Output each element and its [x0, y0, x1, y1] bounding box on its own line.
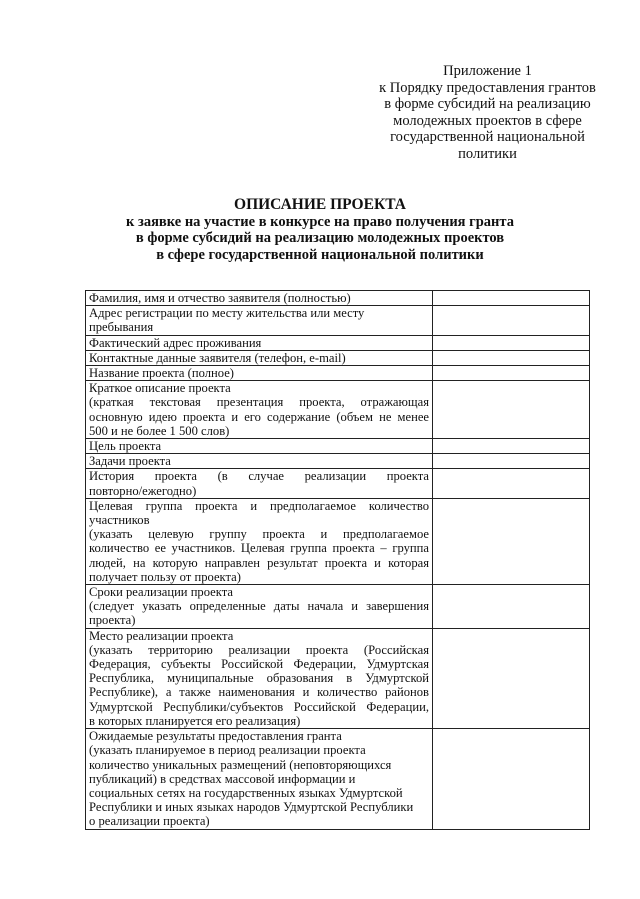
row-label: [86, 454, 433, 469]
table-row: [86, 585, 590, 629]
row-label-line: в которых планируется его реализация): [89, 713, 301, 728]
row-label-line: (следует указать определенные даты начала и завершения: [89, 599, 429, 614]
appendix-line: в форме субсидий на реализацию: [384, 96, 591, 113]
row-label-line: о реализации проекта): [89, 814, 210, 829]
table-row: [86, 306, 590, 335]
appendix-note: [355, 63, 620, 163]
row-label-line: людей, на которую направлен результат проекта и которая: [89, 555, 429, 570]
row-label-line: Сроки реализации проекта: [89, 585, 233, 600]
row-label: [86, 439, 433, 454]
row-label-line: Фамилия, имя и отчество заявителя (полностью): [89, 291, 351, 305]
table-row: [86, 381, 590, 439]
table-row: [86, 729, 590, 829]
row-label-line: (указать целевую группу проекта и предполагаемое: [89, 527, 429, 542]
row-label-line: пребывания: [89, 320, 154, 335]
row-label-line: количество ее участников. Целевая группа проекта – группа: [89, 541, 429, 556]
row-value-field[interactable]: [433, 585, 590, 629]
row-label-line: Название проекта (полное): [89, 366, 234, 381]
row-value-field[interactable]: [433, 454, 590, 469]
row-label: [86, 469, 433, 498]
row-value-field[interactable]: [433, 381, 590, 439]
appendix-line: государственной национальной: [390, 129, 585, 146]
table-row: [86, 291, 590, 306]
row-label-line: основную идею проекта и его содержание (объем не менее: [89, 409, 429, 424]
row-value-field[interactable]: [433, 729, 590, 829]
table-row: [86, 498, 590, 584]
row-value-field[interactable]: [433, 350, 590, 365]
row-label: [86, 350, 433, 365]
appendix-line: Приложение 1: [443, 63, 532, 79]
row-label-line: Краткое описание проекта: [89, 381, 231, 396]
table-row: [86, 439, 590, 454]
table-row: [86, 454, 590, 469]
row-label-line: Контактные данные заявителя (телефон, e-mail): [89, 350, 346, 365]
row-label: [86, 628, 433, 728]
title-main: ОПИСАНИЕ ПРОЕКТА: [234, 196, 406, 213]
row-value-field[interactable]: [433, 306, 590, 335]
row-label: [86, 585, 433, 629]
row-label-line: Задачи проекта: [89, 454, 171, 469]
row-value-field[interactable]: [433, 628, 590, 728]
row-label-line: количество уникальных размещений (неповторяющихся: [89, 757, 392, 772]
project-description-table: [85, 290, 590, 830]
table-row: [86, 335, 590, 350]
row-label: [86, 306, 433, 335]
title-sub-line: в сфере государственной национальной политики: [156, 246, 484, 263]
table-row: [86, 350, 590, 365]
row-label: [86, 729, 433, 829]
row-label-line: (указать территорию реализации проекта (Российская: [89, 642, 429, 657]
row-label: [86, 498, 433, 584]
row-value-field[interactable]: [433, 335, 590, 350]
document-title: [70, 196, 570, 263]
row-label-line: (указать планируемое в период реализации проекта: [89, 743, 366, 758]
row-label-line: 500 и не более 1 500 слов): [89, 423, 230, 438]
row-label-line: проекта): [89, 613, 136, 628]
row-label-line: История проекта (в случае реализации проекта: [89, 469, 429, 484]
row-label-line: публикаций) в средствах массовой информации и: [89, 771, 356, 786]
row-value-field[interactable]: [433, 439, 590, 454]
row-label-line: Республики и иных языках народов Удмуртской Республики: [89, 800, 414, 815]
row-label-line: социальных сетях на государственных языках Удмуртской: [89, 785, 403, 800]
row-label-line: Адрес регистрации по месту жительства или месту: [89, 306, 365, 321]
row-label-line: Фактический адрес проживания: [89, 335, 262, 350]
row-label-line: Республике), а также наименования и количество районов: [89, 685, 429, 700]
row-value-field[interactable]: [433, 498, 590, 584]
row-label: [86, 335, 433, 350]
table-row: [86, 366, 590, 381]
row-label-line: Республика, муниципальные образования в Удмуртской: [89, 671, 429, 686]
row-label-line: (краткая текстовая презентация проекта, отражающая: [89, 395, 429, 410]
appendix-line: к Порядку предоставления грантов: [379, 79, 596, 96]
row-label: [86, 381, 433, 439]
row-label-line: Ожидаемые результаты предоставления гранта: [89, 729, 342, 744]
row-label-line: Удмуртской Республики/субъектов Российской Федерации,: [89, 699, 429, 714]
row-label-line: Целевая группа проекта и предполагаемое количество: [89, 498, 429, 513]
row-label-line: повторно/ежегодно): [89, 483, 197, 498]
row-label: [86, 291, 433, 306]
row-value-field[interactable]: [433, 291, 590, 306]
row-label-line: Место реализации проекта: [89, 628, 234, 643]
title-sub-line: в форме субсидий на реализацию молодежных проектов: [135, 230, 505, 247]
row-value-field[interactable]: [433, 469, 590, 498]
row-label-line: участников: [89, 513, 150, 528]
row-label-line: Цель проекта: [89, 439, 162, 454]
appendix-line: молодежных проектов в сфере: [393, 112, 582, 129]
row-label: [86, 366, 433, 381]
row-value-field[interactable]: [433, 366, 590, 381]
appendix-line: политики: [458, 145, 517, 162]
row-label-line: получает пользу от проекта): [89, 569, 241, 584]
table-row: [86, 469, 590, 498]
table-row: [86, 628, 590, 728]
title-sub-line: к заявке на участие в конкурсе на право получения гранта: [126, 214, 514, 230]
row-label-line: Федерация, субъекты Российской Федерации, Удмуртская: [89, 657, 429, 672]
